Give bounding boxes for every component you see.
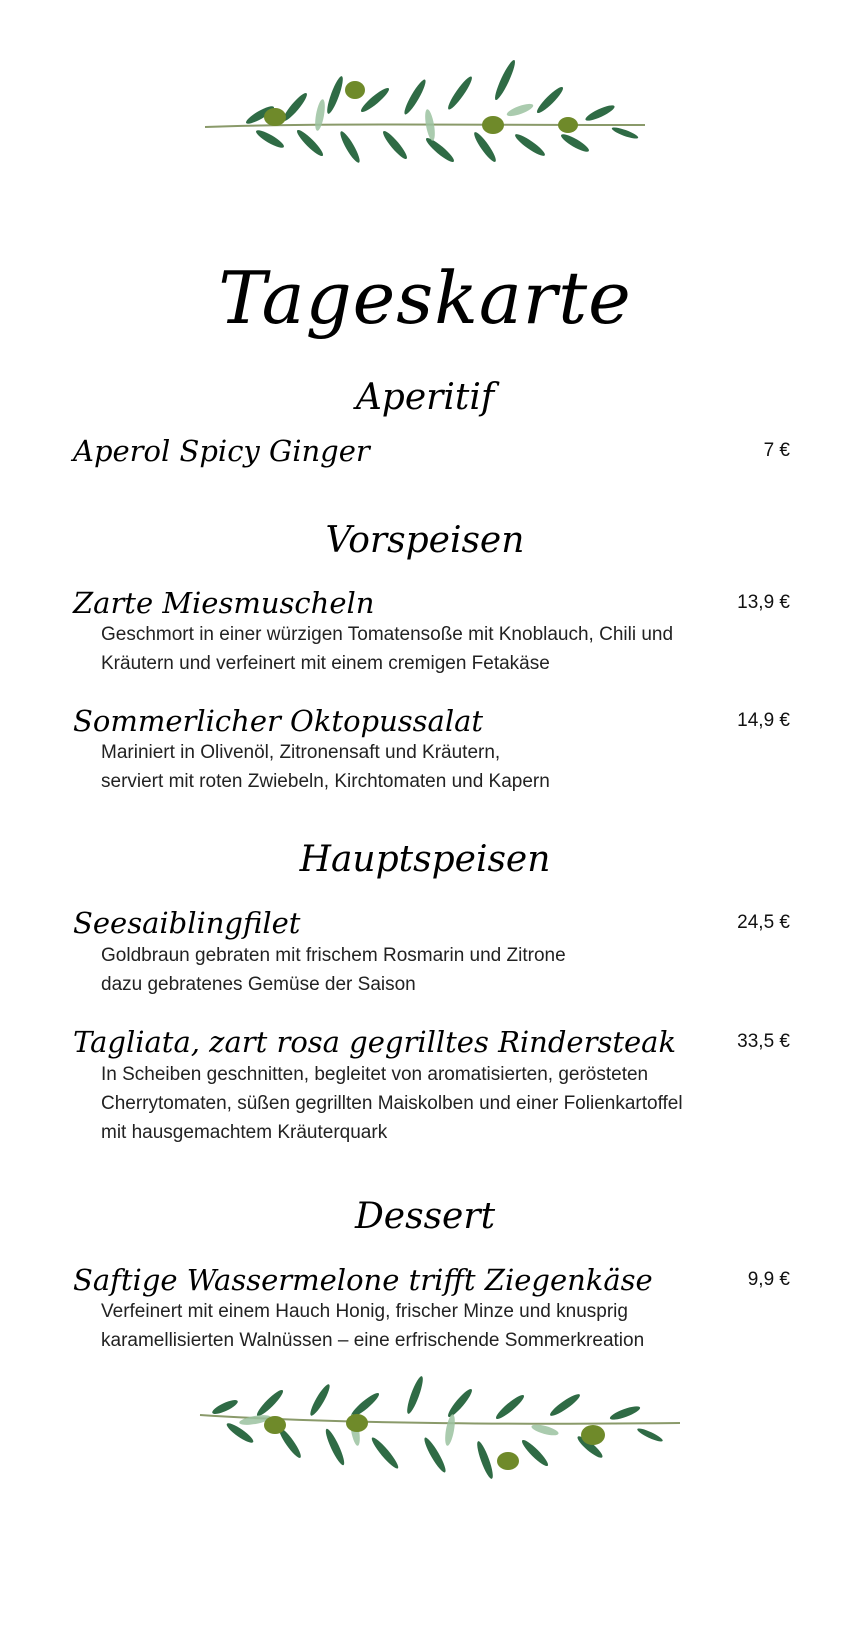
menu-item-price: 9,9 € <box>747 1269 790 1290</box>
menu-item-name: Zarte Miesmuscheln <box>73 586 375 620</box>
section-heading-aperitif: Aperitif <box>355 377 495 418</box>
olive-branch-bottom-icon <box>195 1375 685 1495</box>
section-heading-hauptspeisen: Hauptspeisen <box>299 839 551 880</box>
menu-item-name: Seesaiblingfilet <box>73 906 301 940</box>
olive-branch-top-icon <box>200 55 650 180</box>
page-title: Tageskarte <box>218 256 632 340</box>
menu-item-name: Aperol Spicy Ginger <box>73 434 370 468</box>
menu-item-name: Tagliata, zart rosa gegrilltes Rindersteak <box>73 1025 677 1059</box>
menu-item-price: 14,9 € <box>737 710 790 731</box>
menu-item-description: Verfeinert mit einem Hauch Honig, frischer Minze und knusprig karamellisierten Walnüssen – eine erfrischende Sommerkreation <box>101 1301 645 1351</box>
section-heading-vorspeisen: Vorspeisen <box>325 520 525 561</box>
menu-item-description: In Scheiben geschnitten, begleitet von aromatisierten, gerösteten Cherrytomaten, süßen gegrillten Maiskolben und einer Folienkartoffel mit hausgemachtem Kräuterquark <box>101 1064 683 1143</box>
menu-item-price: 33,5 € <box>737 1031 790 1052</box>
menu-item-price: 7 € <box>763 440 790 461</box>
menu-item-price: 13,9 € <box>737 592 790 613</box>
menu-item-name: Saftige Wassermelone trifft Ziegenkäse <box>73 1263 653 1297</box>
menu-item-name: Sommerlicher Oktopussalat <box>73 704 484 738</box>
section-heading-dessert: Dessert <box>354 1196 496 1237</box>
menu-item-description: Geschmort in einer würzigen Tomatensoße mit Knoblauch, Chili und Kräutern und verfeinert mit einem cremigen Fetakäse <box>101 624 674 674</box>
menu-item-description: Mariniert in Olivenöl, Zitronensaft und Kräutern, serviert mit roten Zwiebeln, Kirchtomaten und Kapern <box>101 742 550 792</box>
menu-item-price: 24,5 € <box>737 912 790 933</box>
menu-item-description: Goldbraun gebraten mit frischem Rosmarin und Zitrone dazu gebratenes Gemüse der Saison <box>101 945 566 995</box>
